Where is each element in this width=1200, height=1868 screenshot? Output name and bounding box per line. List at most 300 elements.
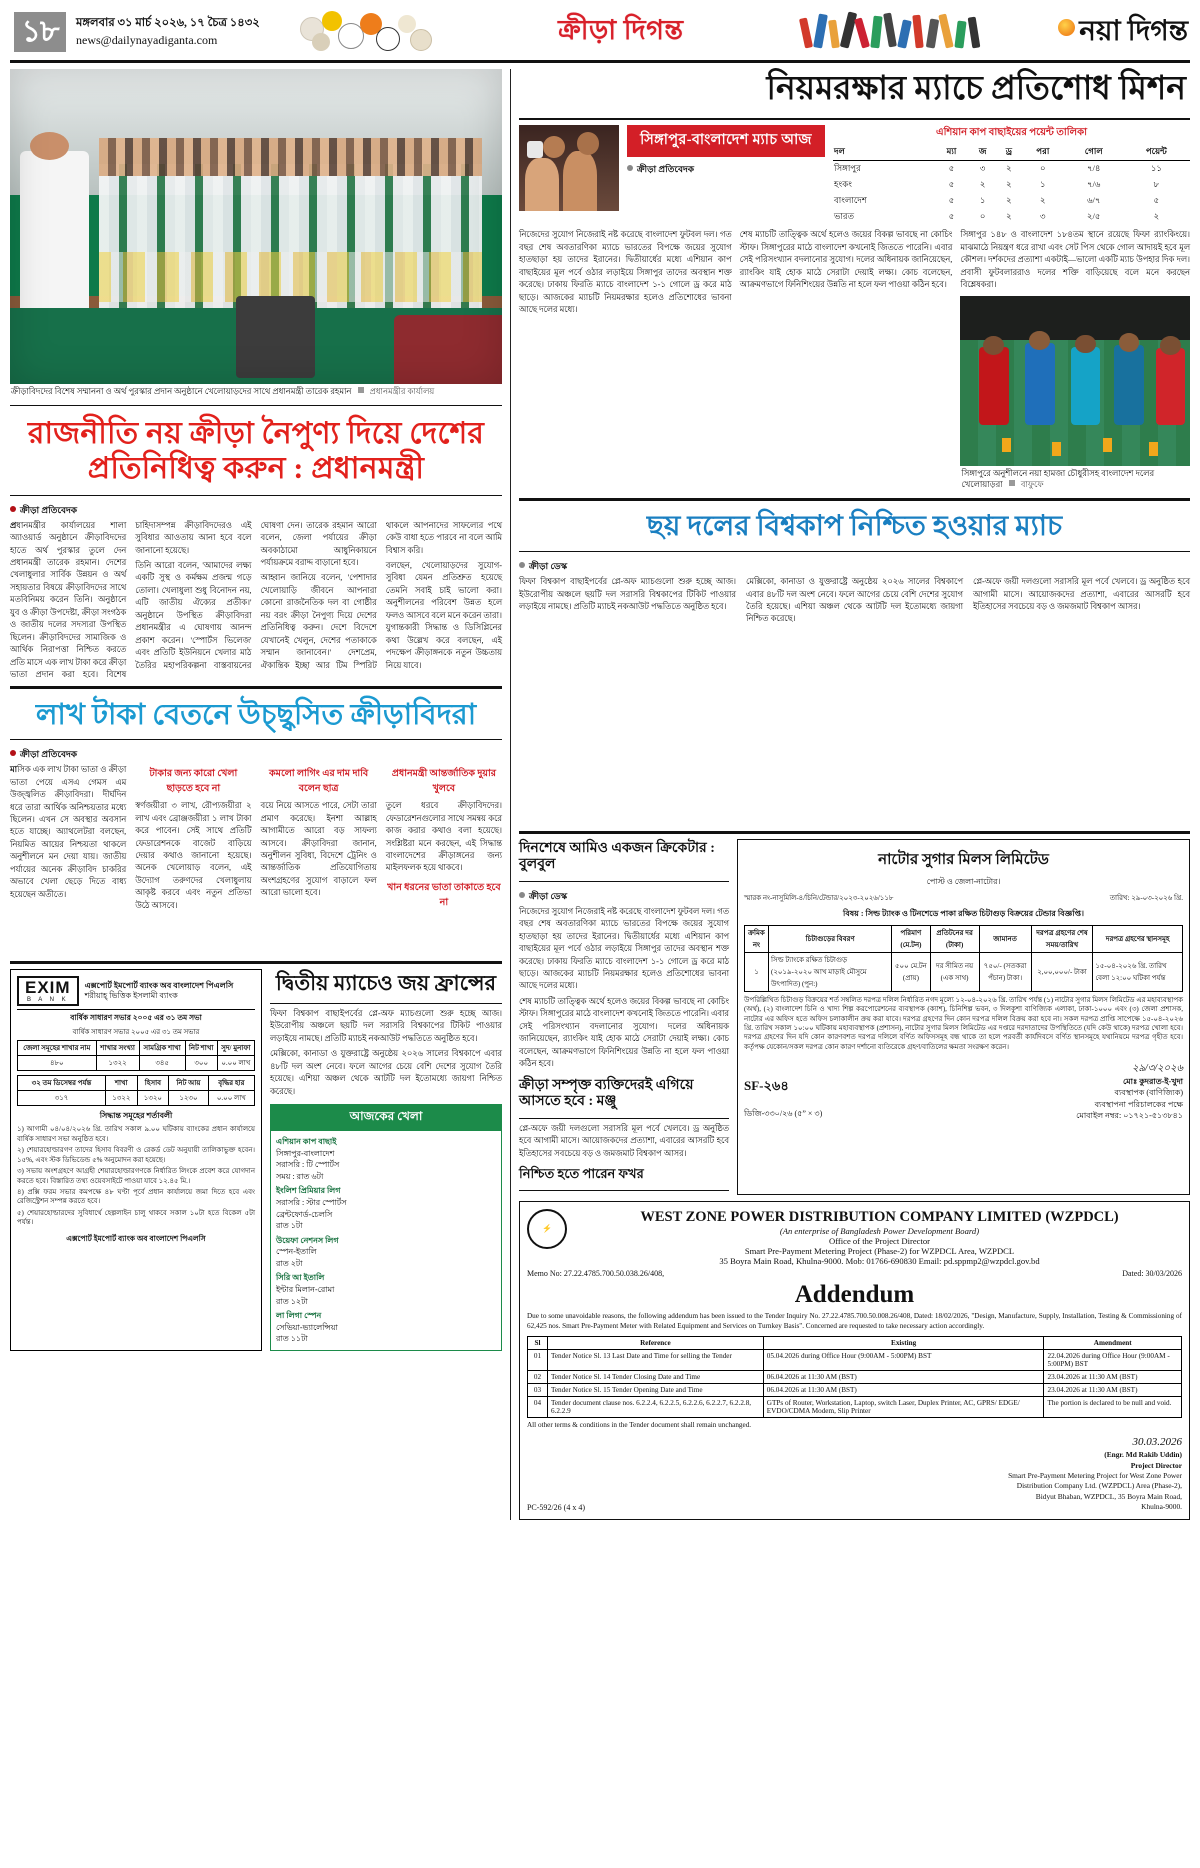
exim-bank-tagline: শরীয়াহ্ ভিত্তিক ইসলামী ব্যাংক (84, 990, 178, 1000)
table-cell: সিঙ্গাপুর (833, 163, 861, 174)
wzpdcl-amendment-table (527, 1336, 1182, 1418)
page-number: ১৮ (14, 12, 66, 52)
masthead (0, 0, 1200, 58)
list-item: উয়েফা নেশনস লিগ (276, 1235, 339, 1245)
story-frances (270, 1008, 502, 1098)
list-item: ব্রেন্টফোর্ড-চেলসি (276, 1209, 333, 1219)
right-top-row (519, 125, 1190, 225)
list-item: ইংলিশ প্রিমিয়ার লিগ (276, 1186, 341, 1196)
table-header-cell: গোল (1065, 144, 1123, 161)
exim-ad-footer: এক্সপোর্ট ইমপোর্ট ব্যাংক অব বাংলাদেশ পিএলসি (66, 1233, 206, 1243)
divider (519, 831, 1190, 834)
table-cell: ২ (1006, 195, 1012, 206)
divider (10, 739, 502, 740)
left-bottom-subcolumn (270, 969, 502, 1351)
table-cell: ৩১৭ (18, 1091, 106, 1106)
exim-note-item: ৩) সভায় অংশগ্রহণে আগ্রহী শেয়ারহোল্ডারগণকে নির্ধারিত লিংকে প্রবেশ করে যোগদান করতে হবে। বিস্তারিত তথ্য ওয়েবসাইটে পাওয়া যাবে ১২.৪৫ মি.। (17, 1167, 255, 1185)
wzpdcl-dated: Dated: 30/03/2026 (1122, 1268, 1182, 1278)
byline-text: ক্রীড়া প্রতিবেদক (20, 504, 78, 515)
caption-text: ক্রীড়াবিদদের বিশেষ সম্মাননা ও অর্থ পুরস্কার প্রদান অনুষ্ঠানে খেলোয়াড়দের সাথে প্রধানমন্ত্রী তারেক রহমান (11, 387, 352, 396)
left-byline-1 (10, 500, 502, 520)
signature-role-2: ব্যবস্থাপনা পরিচালকের পক্ষে (1094, 1099, 1183, 1109)
signature-line-2: Smart Pre-Payment Metering Project for West Zone Power (1008, 1470, 1182, 1480)
natore-signature (1076, 1058, 1183, 1121)
table-cell: Tender Notice Sl. 15 Tender Opening Date and Time (547, 1383, 763, 1396)
table-cell: ১ (979, 195, 986, 206)
table-cell: 01 (527, 1349, 547, 1370)
left-column (10, 69, 502, 1520)
caption-text: সিঙ্গাপুরে অনুশীলনে নয়া হামজা চৌধুরীসহ বাংলাদেশ দলের খেলোয়াড়রা (961, 468, 1155, 489)
left-headline-2: লাখ টাকা বেতনে উচ্ছ্বসিত ক্রীড়াবিদরা (35, 698, 477, 731)
table-cell: ১৩২০ (137, 1091, 169, 1106)
table-row (744, 952, 1182, 991)
table-cell: 04 (527, 1396, 547, 1417)
wzpdcl-memo-row (527, 1266, 1182, 1278)
signature-line-5: Khulna-9000. (1141, 1502, 1182, 1512)
masthead-dateblock (76, 16, 260, 48)
right-lead-block (627, 125, 1190, 225)
table-cell: ০.০০ লাখ (217, 1056, 254, 1071)
table-row (527, 1370, 1181, 1383)
exim-notes-title: সিদ্ধান্ত সমূহের শর্তাবলী (99, 1111, 173, 1121)
signature-role: Project Director (1130, 1460, 1182, 1470)
natore-memo-left: স্মারক নং-নাসুমিলি-৪/চিনি/টেন্ডার/২০২৩-২০২৬/১১৮ (743, 893, 894, 902)
table-header-cell: শাখার সংখ্যা (96, 1041, 139, 1056)
story-paragraph: প্লে-অফে জয়ী দলগুলো সরাসরি মূল পর্বে খেলবে। ড্র অনুষ্ঠিত হবে আগামী মাসে। আয়োজকদের প্রত্যাশা, এবারের আসরটি হবে ইতিহাসের সবচেয়ে বড় ও জমজমাট বিশ্বকাপ আসর। (972, 577, 1190, 612)
todays-games-list (271, 1131, 501, 1350)
exim-ad-line2: বার্ষিক সাধারণ সভার ২০০৫ এর ৩১ তম সভার (72, 1027, 200, 1036)
table-row (527, 1383, 1181, 1396)
wzpdcl-addendum-title: Addendum (794, 1280, 915, 1308)
table-row (833, 161, 1190, 178)
right-story-col-1 (519, 229, 732, 493)
table-cell: 05.04.2026 during Office Hour (9:00AM - 5:00PM) BST (763, 1349, 1044, 1370)
table-cell: ০ (1040, 163, 1046, 174)
todays-games-title: আজকের খেলা (271, 1105, 501, 1131)
right-headline-5: ক্রীড়া সম্পৃক্ত ব্যক্তিদেরই এগিয়ে আসতে হবে : মঞ্জু (518, 1077, 694, 1109)
table-cell: Tender Notice Sl. 14 Tender Closing Date and Time (547, 1370, 763, 1383)
table-cell: ৮ (1153, 179, 1160, 190)
wzpdcl-company-name: WEST ZONE POWER DISTRIBUTION COMPANY LIMITED (WZPDCL) (640, 1208, 1119, 1225)
exim-logo-subtext: B A N K (26, 996, 69, 1003)
right-headline-4: দিনশেষে আমিও একজন ক্রিকেটার : বুলবুল (518, 840, 715, 872)
table-cell: ২ (1040, 195, 1046, 206)
list-item: রাত ১টা (276, 1221, 303, 1231)
wzpdcl-seal-icon: ⚡ (527, 1209, 567, 1249)
signature-mark: 30.03.2026 (1132, 1435, 1182, 1448)
table-header-cell: Sl (527, 1336, 547, 1349)
contact-email: news@dailynayadiganta.com (76, 32, 218, 47)
story-paragraph: বলছেন, খেলোয়াড়দের সুযোগ-সুবিধা যেমন প্রতিশ্রুত হয়েছে তেমনি সবাই চাই ভালো করা। অনুশীলনের পরিবেশ উন্নত হলে ফলও আসবে বলে মনে করেন তারা। যুগান্তকারী সিদ্ধান্ত ও ডিসিপ্লিনের কথা উল্লেখ করে বলছেন, এই পদক্ষেপ ক্রীড়াঙ্গনকে নতুন উচ্চতায় নিয়ে যাবে। (385, 561, 502, 670)
table-row (18, 1056, 255, 1071)
table-cell: 06.04.2026 at 11:30 AM (BST) (763, 1370, 1044, 1383)
wzpdcl-project-line: Smart Pre-Payment Metering Project (Phase-2) for WZPDCL Area, WZPDCL (744, 1245, 1015, 1256)
left-subhead-b: কমলো লাগিং এর দাম দাবি বলেন ছাত্র (269, 769, 369, 795)
training-photo (960, 296, 1190, 466)
bullet-icon (519, 892, 525, 898)
right-headline-3: দ্বিতীয় ম্যাচেও জয় ফ্রান্সের (275, 970, 497, 995)
points-table-wrap (833, 125, 1190, 225)
table-header-cell: Existing (763, 1336, 1044, 1349)
exim-bank-name: এক্সপোর্ট ইমপোর্ট ব্যাংক অব বাংলাদেশ পিএলসি (84, 980, 234, 990)
table-row (527, 1349, 1181, 1370)
left-subhead-a: টাকার জন্য কারো খেলা ছাড়তে হবে না (149, 769, 238, 795)
divider (10, 686, 502, 689)
section-title: ক্রীড়া দিগন্ত (558, 14, 684, 45)
table-cell: ২ (1006, 163, 1012, 174)
list-item: স্পেন-ইতালি (276, 1247, 317, 1257)
natore-footer (744, 1052, 1183, 1121)
exim-note-item: ১) আগামী ০৪/০৪/২০২৬ খ্রি. তারিখ সকাল ৯.০০ ঘটিকায় ব্যাংকের প্রধান কার্যালয়ে বার্ষিক সাধারণ সভা অনুষ্ঠিত হবে। (17, 1125, 255, 1143)
right-byline-2 (519, 556, 1190, 576)
exim-note-item: ৫) শেয়ারহোল্ডারদের সুবিধার্থে হেল্পলাইন চালু থাকবে সকাল ১০টা হতে বিকেল ৫টা পর্যন্ত। (17, 1208, 255, 1227)
wzpdcl-header (527, 1209, 1182, 1266)
byline-text: ক্রীড়া প্রতিবেদক (636, 164, 695, 175)
table-header-cell: দরপত্র গ্রহণের স্থানসমূহ (1093, 925, 1183, 952)
left-story-1 (10, 520, 502, 682)
bullet-icon (627, 165, 633, 171)
list-item: সরাসরি : স্টার স্পোর্টস (276, 1197, 347, 1207)
table-header-cell: Reference (547, 1336, 763, 1349)
list-item: সিরি আ ইতালি (276, 1273, 325, 1283)
byline-text: ক্রীড়া ডেস্ক (528, 890, 568, 901)
list-item: রাত ১২টা (276, 1296, 308, 1306)
wzpdcl-signature (1008, 1435, 1182, 1513)
left-subhead-c: প্রধানমন্ত্রী আন্তর্জাতিক দুয়ার খুলবে (391, 769, 496, 795)
table-header-cell: পয়েন্ট (1123, 144, 1190, 161)
caption-separator-icon (358, 387, 364, 393)
list-item: সরাসরি : টি স্পোর্টস (276, 1160, 340, 1170)
divider (270, 1003, 502, 1004)
table-cell: ভারত (833, 211, 855, 222)
table-cell: ১২৩০ (169, 1091, 209, 1106)
natore-dg-code: ডিজি-৩৩০/২৬ (৫” × ৩) (743, 1109, 823, 1119)
sports-equipment-icon (294, 9, 444, 55)
sun-icon (1058, 19, 1075, 36)
story-paragraph: ফিফা বিশ্বকাপ বাছাইপর্বের প্লে-অফ ম্যাচগুলো শুরু হচ্ছে আজ। ইউরোপীয় অঞ্চলে ছয়টি দল সরাসরি বিশ্বকাপের টিকিট পাওয়ার লড়াইয়ে নামছে। প্রতিটি ম্যাচই নকআউট পদ্ধতিতে অনুষ্ঠিত হবে। (270, 1008, 502, 1043)
table-cell: 22.04.2026 during Office Hour (9:00AM - 5:00PM) BST (1044, 1349, 1182, 1370)
table-cell: ০ (979, 211, 986, 222)
table-header-cell: সামগ্রিক শাখা (139, 1041, 185, 1056)
divider (519, 551, 1190, 552)
divider (519, 1118, 729, 1119)
table-cell: ৫ (948, 163, 955, 174)
table-cell: ১৫-০৪-২০২৬ খ্রি. তারিখ বেলা ১২:০০ ঘটিকা পর্যন্ত (1093, 952, 1183, 991)
list-item: রাত ২টা (276, 1258, 303, 1268)
table-header-cell: বৃদ্ধির হার (208, 1076, 254, 1091)
story-paragraph: সিঙ্গাপুর ১৪৮ ও বাংলাদেশ ১৮৪তম স্থানে রয়েছে ফিফা র‍্যাংকিংয়ে। মাঝমাঠে নিয়ন্ত্রণ ধরে রাখা এবং সেট পিস থেকে গোল আদায়ই হবে মূল কৌশল। দর্শকদের প্রত্যাশা একটাই—ভালো একটি ম্যাচ উপহার দিক দল। প্রবাসী ফুটবলাররাও দলের শক্তি বাড়িয়েছে বলে মনে করছেন বিশ্লেষকরা। (960, 230, 1191, 290)
exim-ad-names (85, 981, 234, 1001)
left-story-2 (10, 764, 502, 956)
table-header-cell: দল (833, 144, 934, 161)
wzpdcl-address-line: 35 Boyra Main Road, Khulna-9000. Mob: 01766-690830 Email: pd.sppmp2@wzpdcl.gov.bd (719, 1255, 1040, 1266)
exim-ad-line1: বার্ষিক সাধারণ সভার ২০০৫ এর ৩১ তম সভা (70, 1012, 202, 1022)
table-cell: ২,০০,০০০/- টাকা (1031, 952, 1093, 991)
table-cell: ৭/৪ (1086, 163, 1101, 174)
natore-memo-right: তারিখ: ২৯-০৩-২০২৬ খ্রি. (1109, 893, 1183, 902)
wzpdcl-footnote: All other terms & conditions in the Tender document shall remain unchanged. (526, 1420, 752, 1429)
divider (519, 1190, 729, 1191)
divider (10, 961, 502, 964)
asian-cup-points-table (833, 125, 1190, 225)
table-header-row (744, 925, 1182, 952)
brand-name: নয়া দিগন্ত (1079, 15, 1188, 47)
bullet-icon (10, 506, 16, 512)
right-story-col-3 (960, 229, 1190, 493)
athletes-silhouette-icon (798, 8, 988, 56)
table-header-cell: পরা (1021, 144, 1065, 161)
wzpdcl-memo: Memo No: 27.22.4785.700.50.038.26/408, (526, 1268, 665, 1278)
table-header-cell: ক্রমিক নং (744, 925, 768, 952)
table-cell: ৭৫০/- (সতকরা পঁচান) টাকা। (979, 952, 1031, 991)
table-header-cell: জামানত (979, 925, 1031, 952)
natore-title: নাটোর সুগার মিলস লিমিটেড (878, 851, 1049, 868)
right-story-col-2 (740, 229, 953, 493)
caption-credit: প্রধানমন্ত্রীর কার্যালয় (369, 387, 435, 396)
table-header-cell: প্রতিটনের দর (টাকা) (930, 925, 979, 952)
bulbul-story (519, 906, 729, 1071)
table-header-cell: ৩২ তম ডিসেম্বর পর্যন্ত (18, 1076, 106, 1091)
left-bottom-row (10, 969, 502, 1351)
signature-name: (Engr. Md Rakib Uddin) (1104, 1450, 1182, 1460)
story-paragraph: বয়ে নিয়ে আসতে পারে, সেটা তারা প্রমাণ করেছে। ইনশা আল্লাহ আগামীতে আরো বড় সাফল্য আসবে। ক্রীড়াবিদরা জানান, অনুশীলন সুবিধা, বিদেশে ট্রেনিং ও আন্তর্জাতিক প্রতিযোগিতায় অংশগ্রহণের সুযোগ বাড়ালে ফল আরো ভালো হবে। (260, 801, 377, 898)
table-cell: ১১ (1150, 163, 1162, 174)
left-headline-1-line1: রাজনীতি নয় ক্রীড়া নৈপুণ্য দিয়ে দেশের (27, 416, 485, 450)
table-cell: ৬/৭ (1086, 195, 1101, 206)
lead-photo (10, 69, 502, 384)
table-header-row (833, 144, 1190, 161)
column-separator (510, 69, 511, 1520)
table-header-cell: সুদ/ মুনাফা (217, 1041, 254, 1056)
exim-note-item: ৪) প্রক্সি ফরম সভার কমপক্ষে ৪৮ ঘণ্টা পূর্বে প্রধান কার্যালয়ে জমা দিতে হবে এবং রেজিস্ট্রেশন সম্পন্ন করতে হবে। (17, 1187, 255, 1206)
table-cell: Tender Notice Sl. 13 Last Date and Time for selling the Tender (547, 1349, 763, 1370)
newspaper-logo (1008, 9, 1188, 56)
table-row (18, 1091, 255, 1106)
table-cell: ২ (1153, 211, 1160, 222)
natore-tender-ad (737, 839, 1190, 1195)
page-body (0, 63, 1200, 1520)
right-byline (627, 157, 825, 179)
table-cell: 02 (527, 1370, 547, 1383)
story-paragraph: মাসিক এক লাখ টাকা ভাতা ও ক্রীড়া ভাতা পেয়ে এসএ গেমস এম উজ্জ্বলিত ক্রীড়াবিদরা। দীর্ঘদিন ধরে তারা আর্থিক অনিশ্চয়তার মধ্যে ছিলেন। এখন সে অবস্থার অবসান হতে যাচ্ছে। অ্যাথলেটরা বলছেন, নিয়মিত আয়ের নিশ্চয়তা থাকলে অনুশীলনে মন দেয়া যায়। জাতীয় পর্যায়ের অনেক ক্রীড়াবিদ চাকরির অভাবে খেলা ছেড়ে দিতে বাধ্য হয়েছেন অতীতে। (10, 765, 127, 899)
table-cell: ৫ (948, 179, 955, 190)
table-cell: ৩০০ (185, 1056, 217, 1071)
byline-text: ক্রীড়া ডেস্ক (528, 561, 568, 572)
table-cell: GTPs of Router, Workstation, Laptop, switch Laser, Duplex Printer, AC, GPRS/ EDGE/ EVDO/CDMA Modem, Slip Printer (763, 1396, 1044, 1417)
table-header-cell: জেলা সমূহের শাখার নাম (18, 1041, 97, 1056)
table-cell: 23.04.2026 at 11:30 AM (BST) (1044, 1383, 1182, 1396)
table-cell: ৪৮০ (18, 1056, 97, 1071)
story-paragraph: নিজেদের সুযোগ নিজেরাই নষ্ট করেছে বাংলাদেশ ফুটবল দল। গত বছর শেষ অবতারণিকা ম্যাচে ভারতের বিপক্ষে জয়ের সুযোগ হাতছাড়া হয় তাদের ইরানের। দ্বিতীয়ার্ধের মধ্যে এশিয়ান কাপ বাছাইয়ের মূল পর্বে ওঠার লড়াইয়ে সিঙ্গাপুর তাদের অবস্থান শক্ত করেছে। ঢাকায় ফিরতি ম্যাচে বাংলাদেশ ১-১ গোলে ড্র করে মাঠ ছাড়ে। আজকের ম্যাচটি নিয়মরক্ষার হলেও প্রতিশোধের ভাবনা আছে দলের মধ্যে। (518, 906, 729, 991)
exim-note-item: ২) শেয়ারহোল্ডারগণ তাদের হিসাব বিবরণী ও রেকর্ড ডেট অনুযায়ী তালিকাভুক্ত হবেন। ১৫%, এবং স্টক ডিভিডেন্ড ৫% অনুমোদন করা হয়েছে। (17, 1146, 255, 1164)
story-paragraph: শেষ ম্যাচটি তাত্ত্বিক অর্থে হলেও জয়ের বিকল্প ভাবছে না কোচিং স্টাফ। সিঙ্গাপুরের মাঠে বাংলাদেশ কখনোই জিততে পারেনি। এবার সেই পরিসংখ্যান বদলানোর সুযোগ। দলের অধিনায়ক জানিয়েছেন, র‍্যাংকিং যাই হোক মাঠে সেরাটা দেয়াই লক্ষ্য। কোচ বলেছেন, আক্রমণভাগে ফিনিশিংয়ের উন্নতি না হলে ফল পাওয়া কঠিন হবে। (518, 996, 729, 1069)
signature-line-3: Distribution Company Ltd. (WZPDCL) Area (Phase-2), (1016, 1481, 1182, 1491)
right-headline-main: নিয়মরক্ষার ম্যাচে প্রতিশোধ মিশন (766, 71, 1186, 107)
wzpdcl-enterprise-line: (An enterprise of Bangladesh Power Development Board) (779, 1225, 980, 1236)
table-row (833, 209, 1190, 225)
table-cell: হংকং (833, 179, 852, 190)
bulbul-byline (519, 886, 729, 906)
table-header-cell: শাখা (106, 1076, 138, 1091)
exim-notes (17, 1125, 255, 1227)
training-photo-caption (960, 466, 1190, 494)
table-header-cell: ম্যা (934, 144, 968, 161)
fans-photo (519, 125, 619, 211)
signature-mark: ২৯/৩/২০২৬ (1131, 1063, 1183, 1075)
table-header-cell: ড্র (997, 144, 1021, 161)
points-table-caption: এশিয়ান কাপ বাছাইয়ের পয়েন্ট তালিকা (935, 127, 1088, 139)
table-cell: বাংলাদেশ (833, 195, 867, 206)
right-story-2 (519, 576, 1190, 826)
right-story-col-3-text (960, 229, 1190, 291)
wzpdcl-pc-code: PC-592/26 (4 x 4) (526, 1503, 585, 1513)
natore-paragraph: উপরিল্লিখিত চিটাগুড় বিক্রয়ের শর্ত সম্বলিত দরপত্র দলিল নির্ধারিত নগদ মূল্যে ১২-০৪-২০২৬ খ্রি. তারিখ পর্যন্ত (১) নাটোর সুগার মিলস লিমিটেড এর মহাব্যবস্থাপক (অর্থ), (২) বাংলাদেশ চিনি ও খাদ্য শিল্প করপোরেশনের ব্যবস্থাপক (ক্যাশ), চিনিশিল্প ভবন, ৩ দিলকুশা বাণিজ্যিক এলাকা, ঢাকা-১০০০ এবং (৩) জেলা প্রশাসক, নাটোর এর অফিস হতে অফিস চলাকালীন ক্রয় করা যাবে। দরপত্র গ্রহণের দিন কোন দরপত্র দলিল বিক্রয় করা হবে না। সকল দরপত্র প্রাপ্তি সাপেক্ষে ১৫-০৪-২০২৬ খ্রি. তারিখ সকাল ১০:০০ ঘটিকায় মহাব্যবস্থাপক (প্রশাসন), নাটোর সুগার মিলস লিমিটেড এর দপ্তরে দরদাতাদের উপস্থিতিতে (যদি কেউ থাকে) দরপত্র খোলা হবে। দরপত্র গ্রহণের দিন যদি কোন কারণবশত দরপত্র দলিলে বর্ণিত অফিসসমূহ বন্ধ থাকে তা হলে পরবর্তী কার্যদিবসে বর্ণিত স্থানসমূহে যথানিয়মে দরপত্র গৃহীত হবে। কর্তৃপক্ষ যেকোন/সকল দরপত্র কোন কারণ দর্শানো ব্যতিরেকে গ্রহণ/বাতিলের ক্ষমতা সংরক্ষণ করেন। (743, 995, 1183, 1051)
table-cell: ৭/৬ (1086, 179, 1101, 190)
table-cell: ১৩২২ (96, 1056, 139, 1071)
redbar-and-table-row (627, 125, 1190, 225)
caption-credit: বাফুফে (1020, 479, 1044, 489)
signature-mobile: মোবাইল নম্বর: ০১৭২১-৫১৩৮৪১ (1076, 1110, 1183, 1120)
story-paragraph: ফিফা বিশ্বকাপ বাছাইপর্বের প্লে-অফ ম্যাচগুলো শুরু হচ্ছে আজ। ইউরোপীয় অঞ্চলে ছয়টি দল সরাসরি বিশ্বকাপের টিকিট পাওয়ার লড়াইয়ে নামছে। প্রতিটি ম্যাচই নকআউট পদ্ধতিতে অনুষ্ঠিত হবে। (518, 577, 736, 612)
natore-subject: বিষয় : সিল্ড ট্যাংক ও টিনশেডে পাকা রক্ষিত চিটাগুড় বিক্রয়ের টেন্ডার বিজ্ঞপ্তি। (843, 908, 1084, 918)
wzpdcl-title-block (577, 1209, 1182, 1266)
left-headline-1 (10, 410, 502, 491)
story-paragraph: নিজেদের সুযোগ নিজেরাই নষ্ট করেছে বাংলাদেশ ফুটবল দল। গত বছর শেষ অবতারণিকা ম্যাচে ভারতের বিপক্ষে জয়ের সুযোগ হাতছাড়া হয় তাদের ইরানের। দ্বিতীয়ার্ধের মধ্যে এশিয়ান কাপ বাছাইয়ের মূল পর্বে ওঠার লড়াইয়ে সিঙ্গাপুর তাদের অবস্থান শক্ত করেছে। ঢাকায় ফিরতি ম্যাচে বাংলাদেশ ১-১ গোলে ড্র করে মাঠ ছাড়ে। আজকের ম্যাচটি নিয়মরক্ষার হলেও প্রতিশোধের ভাবনা আছে দলের মধ্যে। (518, 230, 732, 315)
table-header-cell: দরপত্র গ্রহণের শেষ সময়/তারিখ (1031, 925, 1093, 952)
table-cell: সিল্ড ট্যাংকে রক্ষিত চিটাগুড় (২০১৯-২০২০ আখ মাড়াই মৌসুমে উৎপাদিত) (পুন:) (768, 952, 891, 991)
table-header-cell: জ (969, 144, 997, 161)
exim-table-1 (17, 1040, 255, 1071)
story-paragraph: মেক্সিকো, কানাডা ও যুক্তরাষ্ট্রে অনুষ্ঠেয় ২০২৬ সালের বিশ্বকাপে এবার ৪৮টি দল অংশ নেবে। ফলে আগের চেয়ে বেশি দেশের সুযোগ তৈরি হয়েছে। এশিয়া অঞ্চল থেকে আটটি দল ইতোমধ্যে জায়গা নিশ্চিত করেছে। (745, 577, 963, 624)
byline-text: ক্রীড়া প্রতিবেদক (20, 749, 78, 760)
table-header-row (18, 1076, 255, 1091)
table-header-cell: নিট আয় (169, 1076, 209, 1091)
right-headline-2: ছয় দলের বিশ্বকাপ নিশ্চিত হওয়ার ম্যাচ (646, 510, 1063, 542)
divider (519, 498, 1190, 501)
table-cell: ৩৪৫ (139, 1056, 185, 1071)
list-item: সেভিয়া-ভ্যালেন্সিয়া (276, 1322, 338, 1332)
todays-games-box (270, 1104, 502, 1351)
exim-logo-text: EXIM (25, 977, 71, 997)
list-item: লা লিগা স্পেন (276, 1311, 322, 1321)
right-headline-6: নিশ্চিত হতে পারেন ফখর (518, 1166, 644, 1182)
list-item: সিঙ্গাপুর-বাংলাদেশ (276, 1148, 335, 1158)
natore-codes (744, 1077, 822, 1121)
table-header-cell: চিটাগুড়ের বিবরণ (768, 925, 891, 952)
story-paragraph: মেক্সিকো, কানাডা ও যুক্তরাষ্ট্রে অনুষ্ঠেয় ২০২৬ সালের বিশ্বকাপে এবার ৪৮টি দল অংশ নেবে। ফলে আগের চেয়ে বেশি দেশের সুযোগ তৈরি হয়েছে। এশিয়া অঞ্চল থেকে আটটি দল ইতোমধ্যে জায়গা নিশ্চিত করেছে। (270, 1049, 502, 1096)
table-cell: 06.04.2026 at 11:30 AM (BST) (763, 1383, 1044, 1396)
table-row (527, 1396, 1181, 1417)
table-header-cell: নিট শাখা (185, 1041, 217, 1056)
monju-story (519, 1123, 729, 1160)
natore-sf-code: SF-২৬৪ (743, 1078, 789, 1094)
list-item: ইন্টার মিলান-রোমা (276, 1285, 335, 1295)
wzpdcl-footer (527, 1429, 1182, 1513)
exim-logo (17, 976, 79, 1006)
table-cell: ৫ (1153, 195, 1160, 206)
wzpdcl-office-line: Office of the Project Director (828, 1235, 930, 1246)
table-cell: Tender document clause nos. 6.2.2.4, 6.2.2.5, 6.2.2.6, 6.2.2.7, 6.2.2.8, 6.2.2.9 (547, 1396, 763, 1417)
list-item: রাত ১১টা (276, 1334, 308, 1344)
table-row (833, 177, 1190, 193)
table-row (833, 193, 1190, 209)
table-cell: ১ (1040, 179, 1046, 190)
table-cell: ০.০০ লাখ (208, 1091, 254, 1106)
right-story-row (519, 229, 1190, 493)
list-item: এশিয়ান কাপ বাছাই (276, 1136, 337, 1146)
redbar-wrap (627, 125, 825, 225)
story-paragraph: তিনি আরো বলেন, 'আমাদের লক্ষ্য একটি সুস্থ ও কর্মক্ষম প্রজন্ম গড়ে তোলা। খেলাধুলা শুধু বিনোদন নয়, এটি জাতীয় ঐক্যের প্রতীক।' অনুষ্ঠানে উপস্থিত ক্রীড়াবিদরা প্রধানমন্ত্রীর এ ঘোষণায় আনন্দ প্রকাশ করেন। 'স্পোর্টস ভিলেজ' এবং প্রতিটি ইউনিয়নে খেলার মাঠ তৈরির মহাপরিকল্পনা বাস্তবায়নের ঘোষণা দেন। তারেক রহমান আরো বলেন, জেলা পর্যায়ের ক্রীড়া অবকাঠামো আধুনিকায়নে পর্যায়ক্রমে বরাদ্দ বাড়ানো হবে। (135, 520, 377, 670)
natore-memo-row (744, 890, 1183, 906)
story-paragraph: প্লে-অফে জয়ী দলগুলো সরাসরি মূল পর্বে খেলবে। ড্র অনুষ্ঠিত হবে আগামী মাসে। আয়োজকদের প্রত্যাশা, এবারের আসরটি হবে ইতিহাসের সবচেয়ে বড় ও জমজমাট বিশ্বকাপ আসর। (518, 1123, 729, 1158)
table-cell: ১৩২২ (106, 1091, 138, 1106)
wzpdcl-addendum-ad (519, 1201, 1190, 1520)
table-header-cell: Amendment (1044, 1336, 1182, 1349)
story-paragraph: শেষ ম্যাচটি তাত্ত্বিক অর্থে হলেও জয়ের বিকল্প ভাবছে না কোচিং স্টাফ। সিঙ্গাপুরের মাঠে বাংলাদেশ কখনোই জিততে পারেনি। এবার সেই পরিসংখ্যান বদলানোর সুযোগ। দলের অধিনায়ক জানিয়েছেন, র‍্যাংকিং যাই হোক মাঠে সেরাটা দেয়াই লক্ষ্য। কোচ বলেছেন, আক্রমণভাগে ফিনিশিংয়ের উন্নতি না হলে ফল পাওয়া কঠিন হবে। (739, 230, 953, 290)
table-cell: ৫০০ মে.টন (প্রায়) (892, 952, 930, 991)
bullet-icon (519, 562, 525, 568)
table-cell: ১ (744, 952, 768, 991)
signature-line-4: Bidyut Bhaban, WZPDCL, 35 Boyra Main Road, (1035, 1491, 1182, 1501)
table-cell: ৩ (979, 163, 986, 174)
right-column (519, 69, 1190, 1520)
table-cell: ৫ (948, 211, 955, 222)
table-cell: The portion is declared to be null and void. (1044, 1396, 1182, 1417)
table-cell: ৩ (1040, 211, 1046, 222)
table-header-row (18, 1041, 255, 1056)
story-paragraph: প্রধানমন্ত্রীর কার্যালয়ের শালা অ্যাওয়ার্ড অনুষ্ঠানে ক্রীড়াবিদদের হাতে অর্থ পুরস্কার তুলে দেন প্রধানমন্ত্রী তারেক রহমান। দেশের খেলাধুলার সার্বিক উন্নয়ন ও অর্থ সহায়তার বিষয়ে ক্রীড়াবিদদের সাথে মতবিনিময় করেন তিনি। অনুষ্ঠানে যুব ও ক্রীড়া উপদেষ্টা, ক্রীড়া সংগঠক ও জাতীয় দলের সদস্যরা উপস্থিত ছিলেন। ক্রীড়াবিদদের সামাজিক ও আর্থিক নিরাপত্তা নিশ্চিত করতে প্রতি মাসে এক লাখ টাকা করে ক্রীড়া ভাতা প্রদান করা হবে। বিশেষ চাহিদাসম্পন্ন ক্রীড়াবিদদেরও এই সুবিধার আওতায় আনা হবে বলে জানানো হয়েছে। (10, 520, 252, 679)
divider (519, 881, 729, 882)
table-cell: 03 (527, 1383, 547, 1396)
exim-ad-header (17, 976, 255, 1010)
lead-photo-caption (10, 384, 502, 401)
right-bottom-row (519, 839, 1190, 1195)
left-headline-1-line2: প্রতিনিধিত্ব করুন : প্রধানমন্ত্রী (87, 452, 425, 486)
table-header-row (527, 1336, 1181, 1349)
story-paragraph: আহ্বান জানিয়ে বলেন, 'পেশাদার খেলোয়াড়ি জীবনে আপনারা কোনো রাজনৈতিক দল বা গোষ্ঠীর নয় বরং ক্রীড়া নৈপুণ্য দিয়ে দেশের প্রতিনিধিত্ব করুন। দেশে বিদেশে যেখানেই খেলুন, দেশের পতাকাকে সম্মান জানাবেন।' দেশপ্রেম, ঐকান্তিক ইচ্ছা আর টিম স্পিরিট থাকলে আপনাদের সাফল্যের পথে কেউ বাধা হতে পারবে না বলে আমি বিশ্বাস করি। (260, 520, 502, 670)
publication-date: মঙ্গলবার ৩১ মার্চ ২০২৬, ১৭ চৈত্র ১৪৩২ (76, 17, 260, 30)
table-cell: দর সীমিত নয় (এক সাথ) (930, 952, 979, 991)
list-item: সময় : রাত ৬টা (276, 1171, 324, 1181)
signature-role: ব্যবস্থাপক (বাণিজ্যিক) (1114, 1088, 1183, 1098)
table-cell: ২ (1006, 211, 1012, 222)
bullet-icon (10, 750, 16, 756)
wzpdcl-intro: Due to some unavoidable reasons, the following addendum has been issued to the Tender Inquiry No. 27.22.4785.700.50.008.26/408, Dated: 18/02/2026, "Design, Manufacture, Supply, Installation, Testing & Commissioning of 62,425 nos. Smart Pre-Payment Meter with Related Equipment and Services on Turnkey Basis". Concerned are requested to take necessary action accordingly. (526, 1311, 1182, 1331)
divider (10, 495, 502, 496)
exim-table-2 (17, 1075, 255, 1106)
natore-tender-table (744, 925, 1183, 992)
left-subhead-d: খান ধরনের ভাতা তাকাতে হবে না (387, 882, 501, 908)
table-cell: ৫ (948, 195, 955, 206)
table-header-cell: পরিমাণ (মে.টন) (892, 925, 930, 952)
divider (519, 118, 1190, 121)
table-cell: ২ (979, 179, 986, 190)
story-paragraph: স্বর্ণজয়ীরা ৩ লাখ, রৌপ্যজয়ীরা ২ লাখ এবং ব্রোঞ্জজয়ীরা ১ লাখ টাকা করে পাবেন। সেই সাথে প্রতিটি ফেডারেশনকে বাজেট বাড়িয়ে দেয়ার কথাও জানানো হয়েছে। অনেক খেলোয়াড় বলেন, এই উদ্যোগ তরুণদের খেলাধুলায় আকৃষ্ট করবে এবং নতুন প্রতিভা উঠে আসবে। (135, 801, 252, 910)
left-byline-2 (10, 744, 502, 764)
bulbul-story-col (519, 839, 729, 1195)
story-paragraph: তুলে ধরবে ক্রীড়াবিদদের। ফেডারেশনগুলোর সাথে সমন্বয় করে কাজ করার কথাও বলা হয়েছে। সংশ্লিষ্টরা মনে করছেন, এই সিদ্ধান্ত বাংলাদেশের ক্রীড়াঙ্গনের জন্য মাইলফলক হয়ে থাকবে। (385, 801, 502, 873)
exim-bank-ad (10, 969, 262, 1351)
table-header-cell: হিসাব (137, 1076, 169, 1091)
table-cell: 23.04.2026 at 11:30 AM (BST) (1044, 1370, 1182, 1383)
caption-separator-icon (1009, 480, 1015, 486)
match-today-banner: সিঙ্গাপুর-বাংলাদেশ ম্যাচ আজ (627, 125, 825, 157)
signature-name: মোঃ কুদরাত-ই-খুদা (1122, 1077, 1183, 1087)
table-cell: ২/৫ (1086, 211, 1101, 222)
natore-subtitle: পোস্ট ও জেলা-নাটোর। (926, 876, 1001, 886)
table-cell: ২ (1006, 179, 1012, 190)
divider (10, 405, 502, 406)
